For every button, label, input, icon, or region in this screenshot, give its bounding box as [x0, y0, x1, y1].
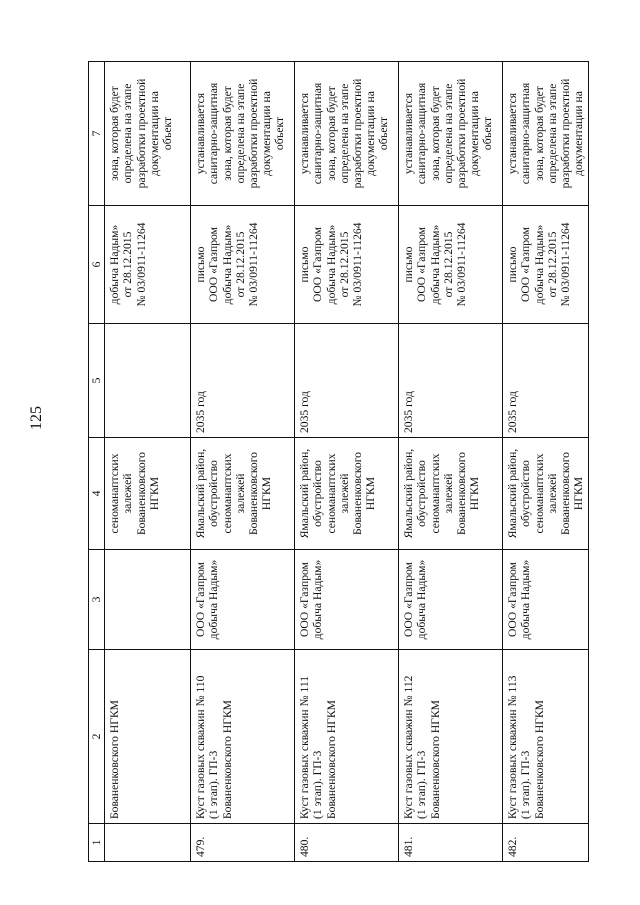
table-row: [191, 62, 295, 862]
object-name: Куст газовых скважин № 110 (1 этап). ГП-3 Бованенковского НГКМ: [191, 650, 295, 824]
location: Ямальский район, обустройство сеноманаптских залежей Бованенковского НГКМ: [503, 438, 589, 550]
header-cell: 7: [89, 62, 105, 206]
header-cell: 5: [89, 324, 105, 438]
header-cell: 3: [89, 550, 105, 650]
table-row: [503, 62, 589, 862]
location: Ямальский район, обустройство сеноманаптских залежей Бованенковского НГКМ: [295, 438, 399, 550]
source-document: добыча Надым» от 28.12.2015 № 03/0911-11264: [105, 206, 191, 324]
location: Ямальский район, обустройство сеноманаптских залежей Бованенковского НГКМ: [399, 438, 503, 550]
organization: ООО «Газпром добыча Надым»: [399, 550, 503, 650]
source-document: письмо ООО «Газпром добыча Надым» от 28.12.2015 № 03/0911-11264: [295, 206, 399, 324]
year: 2035 год: [191, 324, 295, 438]
object-name: Куст газовых скважин № 112 (1 этап). ГП-3 Бованенковского НГКМ: [399, 650, 503, 824]
organization: ООО «Газпром добыча Надым»: [295, 550, 399, 650]
protection-zone: устанавливается санитарно-защитная зона, которая будет определена на этапе разработки проектной документации на объект: [295, 62, 399, 206]
organization: [105, 550, 191, 650]
source-document: письмо ООО «Газпром добыча Надым» от 28.12.2015 № 03/0911-11264: [191, 206, 295, 324]
year: [105, 324, 191, 438]
registry-table: [88, 61, 589, 862]
protection-zone: устанавливается санитарно-защитная зона, которая будет определена на этапе разработки проектной документации на объект: [399, 62, 503, 206]
header-cell: 6: [89, 206, 105, 324]
row-number: 481.: [399, 824, 503, 862]
rotated-table-wrapper: [88, 62, 586, 862]
object-name: Куст газовых скважин № 113 (1 этап). ГП-3 Бованенковского НГКМ: [503, 650, 589, 824]
source-document: письмо ООО «Газпром добыча Надым» от 28.12.2015 № 03/0911-11264: [399, 206, 503, 324]
protection-zone: устанавливается санитарно-защитная зона, которая будет определена на этапе разработки проектной документации на объект: [191, 62, 295, 206]
year: 2035 год: [503, 324, 589, 438]
header-cell: 2: [89, 650, 105, 824]
object-name: Куст газовых скважин № 111 (1 этап). ГП-3 Бованенковского НГКМ: [295, 650, 399, 824]
protection-zone: зона, которая будет определена на этапе разработки проектной документации на объект: [105, 62, 191, 206]
row-number: 480.: [295, 824, 399, 862]
year: 2035 год: [399, 324, 503, 438]
row-number: 482.: [503, 824, 589, 862]
header-row: [89, 62, 105, 862]
page-number: 125: [28, 406, 45, 430]
year: 2035 год: [295, 324, 399, 438]
location: сеноманаптских залежей Бованенковского НГКМ: [105, 438, 191, 550]
organization: ООО «Газпром добыча Надым»: [191, 550, 295, 650]
protection-zone: устанавливается санитарно-защитная зона, которая будет определена на этапе разработки проектной документации на: [503, 62, 589, 206]
table-row: [399, 62, 503, 862]
header-cell: 1: [89, 824, 105, 862]
organization: ООО «Газпром добыча Надым»: [503, 550, 589, 650]
table-row: [105, 62, 191, 862]
source-document: письмо ООО «Газпром добыча Надым» от 28.12.2015 № 03/0911-11264: [503, 206, 589, 324]
row-number: 479.: [191, 824, 295, 862]
location: Ямальский район, обустройство сеноманаптских залежей Бованенковского НГКМ: [191, 438, 295, 550]
table-row: [295, 62, 399, 862]
row-number: [105, 824, 191, 862]
object-name: Бованенковского НГКМ: [105, 650, 191, 824]
header-cell: 4: [89, 438, 105, 550]
